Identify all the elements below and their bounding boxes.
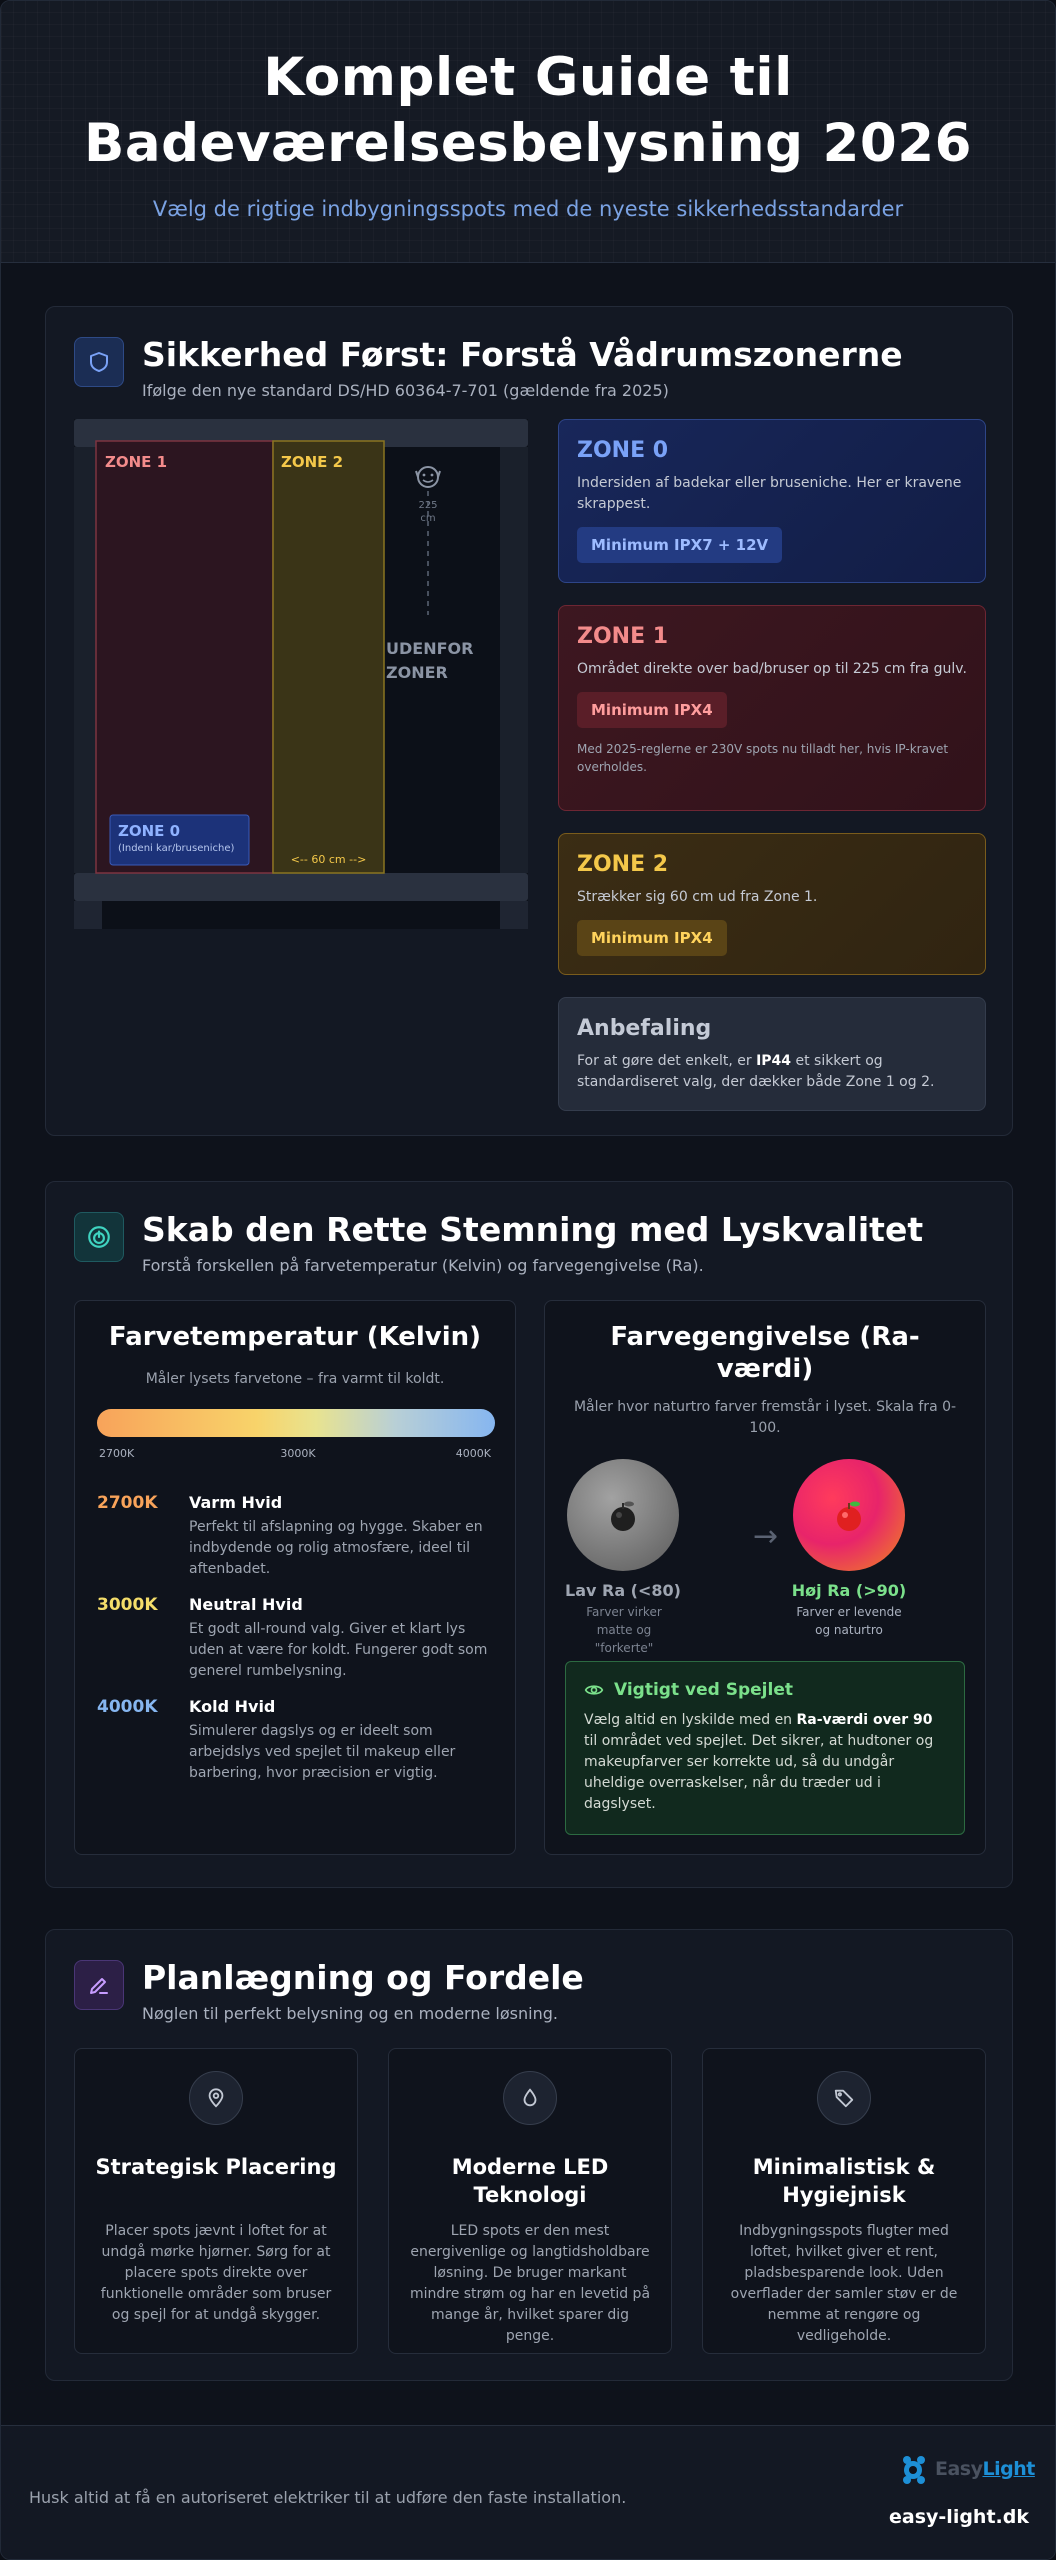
kelvin-desc: Et godt all-round valg. Giver et klart lys uden at være for koldt. Fungerer godt som generel rumbelysning.	[189, 1621, 488, 1679]
zone1-title: ZONE 1	[577, 624, 669, 649]
zone2-text: Strækker sig 60 cm ud fra Zone 1.	[577, 889, 818, 905]
zone2-title: ZONE 2	[577, 852, 669, 877]
feature-text: Placer spots jævnt i loftet for at undgå mørke hjørner. Sørg for at placere spots direkte over funktionelle områder som bruser og spejl for at undgå skygger.	[100, 2223, 332, 2323]
feature-text: Indbygningsspots flugter med loftet, hvilket giver et rent, pladsbesparende look. Uden overflader der samler støv er de nemme at rengøre og vedligeholde.	[730, 2223, 958, 2344]
tip-after: til området ved spejlet. Det sikrer, at hudtoner og makeupfarver ser korrekte ud, så du undgår uheldige overraskelser, når du træder ud i dagslyset.	[584, 1733, 934, 1812]
diagram-zone1-label: ZONE 1	[105, 453, 168, 471]
apple-gray-icon	[567, 1459, 679, 1571]
zone2-card	[558, 833, 986, 975]
low-ra-apple	[567, 1459, 679, 1571]
kelvin-subtitle: Måler lysets farvetone – fra varmt til koldt.	[145, 1371, 445, 1387]
kelvin-scale-2700: 2700K	[99, 1447, 135, 1460]
diagram-zone0-label: ZONE 0	[118, 822, 181, 840]
height-value: 225	[418, 500, 438, 511]
tip-before: Vælg altid en lyskilde med en	[584, 1712, 797, 1728]
recommendation-title: Anbefaling	[577, 1016, 712, 1041]
feature-card-minimalist	[702, 2048, 986, 2354]
low-ra-title: Lav Ra (<80)	[565, 1581, 681, 1600]
high-ra-title: Høj Ra (>90)	[791, 1581, 907, 1600]
page-title	[1, 45, 1055, 177]
zone1-card	[558, 605, 986, 811]
recommendation-text	[577, 1051, 967, 1093]
arrow-right-icon: →	[753, 1519, 779, 1554]
diagram-zone0-sub: (Indeni kar/bruseniche)	[118, 843, 235, 854]
logo-easy: Easy	[935, 2458, 983, 2480]
easylight-logo	[897, 2448, 1035, 2492]
logo-light: Light	[982, 2458, 1035, 2480]
rec-text-after: et sikkert og standardiseret valg, der dækker både Zone 1 og 2.	[577, 1053, 935, 1090]
kelvin-row-warm	[97, 1493, 497, 1583]
kelvin-name: Varm Hvid	[189, 1493, 283, 1512]
title-line-1: Komplet Guide til	[263, 47, 793, 108]
diagram-zone2-label: ZONE 2	[281, 453, 344, 471]
tip-header	[584, 1680, 946, 1700]
recommendation-card	[558, 997, 986, 1111]
mirror-tip-box	[565, 1661, 965, 1835]
kelvin-scale-3000: 3000K	[280, 1447, 316, 1460]
tip-text	[584, 1710, 946, 1815]
zone1-badge: Minimum IPX4	[577, 692, 727, 728]
kelvin-gradient-bar	[97, 1409, 495, 1437]
zone-diagram	[74, 419, 528, 929]
apple-red-icon	[793, 1459, 905, 1571]
kelvin-name: Neutral Hvid	[189, 1595, 303, 1614]
planning-section	[45, 1929, 1013, 2381]
safety-subtitle: Ifølge den nye standard DS/HD 60364-7-701 (gældende fra 2025)	[142, 381, 669, 400]
page-footer	[1, 2425, 1056, 2560]
zone2-badge: Minimum IPX4	[577, 920, 727, 956]
power-icon	[74, 1212, 124, 1262]
feature-card-led	[388, 2048, 672, 2354]
shield-icon	[74, 337, 124, 387]
planning-title: Planlægning og Fordele	[142, 1958, 584, 1997]
zone0-card	[558, 419, 986, 583]
diagram-height-label	[414, 499, 442, 525]
eye-icon	[584, 1680, 604, 1700]
high-ra-desc: Farver er levende og naturtro	[796, 1605, 902, 1637]
zone1-note: Med 2025-reglerne er 230V spots nu tilladt her, hvis IP-kravet overholdes.	[577, 742, 949, 774]
ra-title-line-2: værdi)	[716, 1354, 814, 1384]
safety-section	[45, 306, 1013, 1136]
kelvin-desc: Simulerer dagslys og er ideelt som arbejdslys ved spejlet til makeup eller barbering, hvor præcision er vigtig.	[189, 1723, 456, 1781]
footer-note: Husk altid at få en autoriseret elektriker til at udføre den faste installation.	[29, 2488, 627, 2507]
pencil-icon	[74, 1960, 124, 2010]
kelvin-row-cold	[97, 1697, 497, 1787]
rec-text-bold: IP44	[756, 1053, 792, 1069]
quality-subtitle: Forstå forskellen på farvetemperatur (Kelvin) og farvegengivelse (Ra).	[142, 1256, 704, 1275]
height-unit: cm	[420, 513, 436, 524]
zone0-badge: Minimum IPX7 + 12V	[577, 527, 782, 563]
ra-title-line-1: Farvegengivelse (Ra-	[610, 1322, 920, 1352]
feature-card-placement	[74, 2048, 358, 2354]
page-subtitle: Vælg de rigtige indbygningsspots med de nyeste sikkerhedsstandarder	[152, 197, 904, 221]
planning-subtitle: Nøglen til perfekt belysning og en moderne løsning.	[142, 2004, 558, 2023]
title-line-2: Badeværelsesbelysning 2026	[83, 113, 973, 174]
kelvin-value: 4000K	[97, 1697, 158, 1717]
outside-line-1: UDENFOR	[386, 639, 474, 658]
outside-line-2: ZONER	[386, 663, 448, 682]
high-ra-apple	[793, 1459, 905, 1571]
kelvin-value: 2700K	[97, 1493, 158, 1513]
quality-title: Skab den Rette Stemning med Lyskvalitet	[142, 1210, 924, 1249]
low-ra-desc: Farver virker matte og "forkerte"	[586, 1605, 662, 1655]
zone0-title: ZONE 0	[577, 438, 669, 463]
tag-icon	[817, 2071, 871, 2125]
page-header	[1, 1, 1055, 263]
rec-text-before: For at gøre det enkelt, er	[577, 1053, 757, 1069]
kelvin-panel	[74, 1300, 516, 1855]
feature-title: Moderne LED Teknologi	[451, 2155, 609, 2207]
kelvin-row-neutral	[97, 1595, 497, 1685]
zone0-text: Indersiden af badekar eller bruseniche. Her er kravene skrappest.	[577, 475, 962, 512]
kelvin-desc: Perfekt til afslapning og hygge. Skaber en indbydende og rolig atmosfære, ideel til aftenbadet.	[189, 1519, 483, 1577]
zone1-text: Området direkte over bad/bruser op til 225 cm fra gulv.	[577, 661, 967, 677]
water-drop-icon	[503, 2071, 557, 2125]
diagram-width-label: <-- 60 cm -->	[290, 853, 367, 866]
kelvin-scale-4000: 4000K	[455, 1447, 491, 1460]
light-quality-section	[45, 1181, 1013, 1888]
feature-title: Minimalistisk & Hygiejnisk	[752, 2155, 936, 2207]
tip-title: Vigtigt ved Spejlet	[614, 1680, 793, 1700]
kelvin-value: 3000K	[97, 1595, 158, 1615]
feature-text: LED spots er den mest energivenlige og langtidsholdbare løsning. De bruger markant mindre strøm og har en levetid på mange år, hvilket sparer dig penge.	[409, 2223, 651, 2344]
map-pin-icon	[189, 2071, 243, 2125]
tip-bold: Ra-værdi over 90	[796, 1712, 933, 1728]
safety-title: Sikkerhed Først: Forstå Vådrumszonerne	[142, 335, 903, 374]
kelvin-name: Kold Hvid	[189, 1697, 276, 1716]
ra-panel	[544, 1300, 986, 1855]
ra-subtitle: Måler hvor naturtro farver fremstår i lyset. Skala fra 0-100.	[573, 1399, 957, 1436]
diagram-outside-label	[386, 637, 473, 685]
logo-wordmark	[935, 2458, 1035, 2480]
ra-title	[545, 1321, 985, 1385]
kelvin-title: Farvetemperatur (Kelvin)	[108, 1322, 482, 1352]
footer-site: easy-light.dk	[889, 2506, 1029, 2528]
feature-title: Strategisk Placering	[95, 2155, 337, 2179]
